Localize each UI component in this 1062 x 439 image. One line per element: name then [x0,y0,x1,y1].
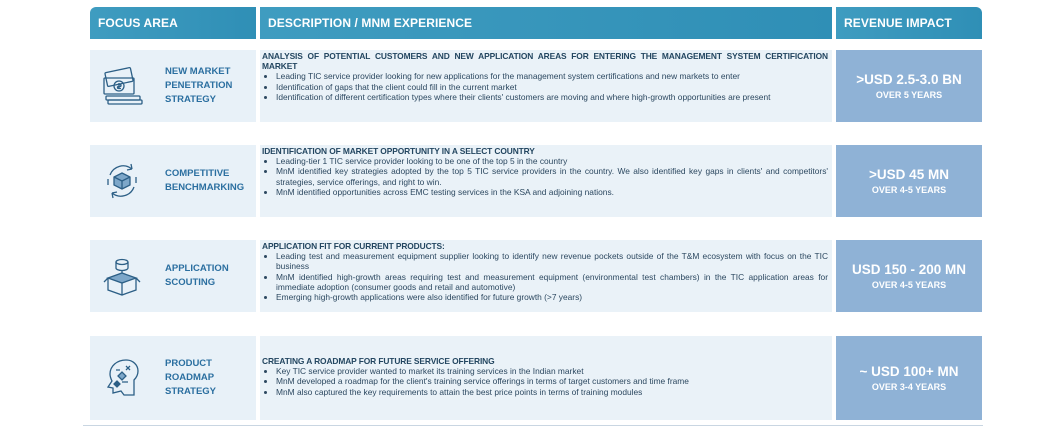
description-bullet: • MnM identified high-growth areas requiring test and measurement equipment (environmental test chambers) in the TIC application areas for immediate adoption (consumer goods and retail and automotive) [276,272,828,292]
description-bullet: • Identification of gaps that the client could fill in the current market [276,82,828,92]
description-bullet: • Leading TIC service provider looking for new applications for the management system certifications and new markets to enter [276,71,828,81]
description-title: IDENTIFICATION OF MARKET OPPORTUNITY IN A SELECT COUNTRY [262,146,535,156]
revenue-period: OVER 3-4 YEARS [871,382,947,392]
focus-cell [90,145,256,217]
revenue-cell [836,336,982,420]
focus-label: COMPETITIVE BENCHMARKING [165,168,245,193]
header-description: DESCRIPTION / MNM EXPERIENCE [260,7,832,39]
description-cell [260,336,832,420]
revenue-period: OVER 4-5 YEARS [871,280,947,290]
revenue-value: ~ USD 100+ MN [859,364,959,379]
description-bullet: • MnM identified key strategies adopted by the top 5 TIC service providers in the country. We also identified key gaps in clients' and competitors' strategies, service offerings, and right to win. [276,166,828,186]
focus-label: NEW MARKET PENETRATION STRATEGY [165,66,233,105]
description-cell [260,50,832,122]
description-bullet: • MnM developed a roadmap for the client's training service offerings in terms of target customers and time frame [276,376,828,386]
revenue-value: USD 150 - 200 MN [851,262,967,277]
description-bullet: • MnM identified opportunities across EMC testing services in the KSA and adjoining nations. [276,187,828,197]
revenue-period: OVER 5 YEARS [875,90,943,100]
product-box-icon [100,256,144,296]
revenue-cell [836,145,982,217]
revenue-value: >USD 2.5-3.0 BN [856,72,962,87]
description-cell [260,240,832,312]
description-title: CREATING A ROADMAP FOR FUTURE SERVICE OFFERING [262,356,495,366]
header-focus-area: FOCUS AREA [90,7,256,39]
benchmark-cycle-icon [100,161,144,201]
focus-label: PRODUCT ROADMAP STRATEGY [165,358,217,397]
bottom-divider [83,425,983,426]
revenue-cell [836,240,982,312]
focus-cell [90,240,256,312]
description-title: ANALYSIS OF POTENTIAL CUSTOMERS AND NEW APPLICATION AREAS FOR ENTERING THE MANAGEMENT SYSTEM CERTIFICATION MARKET [262,51,828,72]
description-bullet: • Identification of different certification types where their clients' customers are moving and where high-growth opportunities are present [276,92,828,102]
focus-label: APPLICATION SCOUTING [165,263,229,288]
revenue-period: OVER 4-5 YEARS [871,185,947,195]
focus-cell [90,336,256,420]
header-revenue-impact: REVENUE IMPACT [836,7,982,39]
description-title: APPLICATION FIT FOR CURRENT PRODUCTS: [262,241,445,251]
money-icon [100,66,144,106]
roadmap-head-icon [100,356,144,396]
revenue-cell [836,50,982,122]
description-cell [260,145,832,217]
description-bullet: • Leading-tier 1 TIC service provider looking to be one of the top 5 in the country [276,156,828,166]
revenue-value: >USD 45 MN [869,167,949,182]
description-bullet: • Key TIC service provider wanted to market its training services in the Indian market [276,366,828,376]
description-bullet: • Emerging high-growth applications were also identified for future growth (>7 years) [276,292,828,302]
description-bullet: • Leading test and measurement equipment supplier looking to identify new revenue pockets outside of the T&M ecosystem with focus on the TIC business [276,251,828,271]
focus-cell [90,50,256,122]
description-bullet: • MnM also captured the key requirements to attain the best price points in terms of training modules [276,387,828,397]
